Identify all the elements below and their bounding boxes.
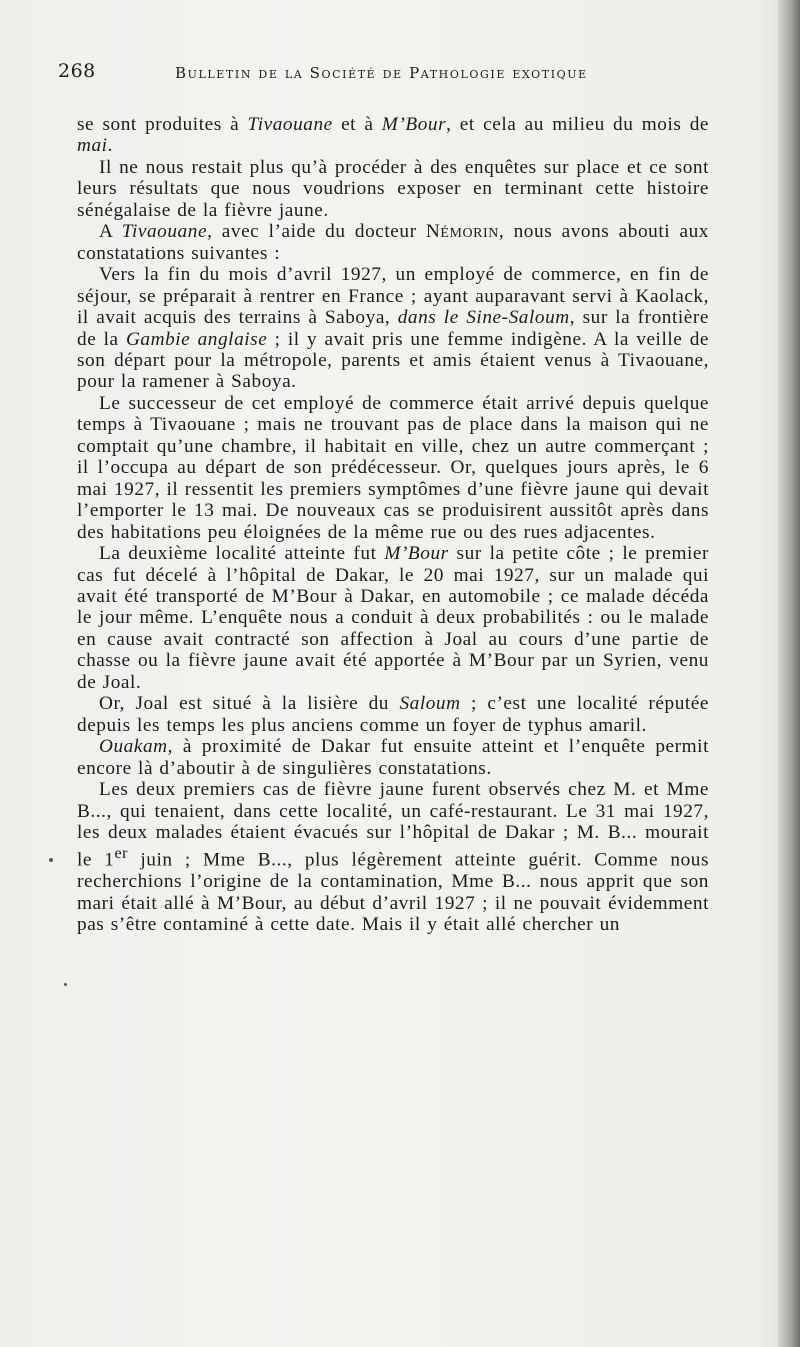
text-run: et à bbox=[332, 114, 382, 135]
place-name: M’Bour bbox=[384, 543, 449, 565]
page-header bbox=[58, 60, 708, 90]
place-name: Ouakam bbox=[99, 736, 168, 758]
text-run: Vers la fin du mois d’avril 1927, un employé de commerce, en fin de séjour, se préparait à rentrer en France ; ayant auparavant servi à Kaolack, il avait acquis des terrains à Saboya, bbox=[77, 264, 709, 329]
page-edge-shadow bbox=[778, 0, 800, 1347]
place-name: Gambie anglaise bbox=[125, 328, 268, 350]
paragraph-6 bbox=[77, 543, 709, 693]
text-run: A bbox=[99, 221, 122, 243]
paragraph-9 bbox=[77, 779, 709, 936]
page-number: 268 bbox=[58, 60, 96, 82]
paragraph-3 bbox=[77, 221, 709, 264]
text-run: Les deux premiers cas de fièvre jaune furent observés chez M. et Mme B..., qui tenaient, dans cette localité, un café-restaurant. Le 31 mai 1927, les deux malades étaient évacués sur l’hôpital de Dakar ; M. B... mourait le 1 bbox=[77, 779, 709, 871]
margin-speck bbox=[64, 983, 67, 986]
paragraph-2 bbox=[77, 157, 709, 221]
text-run: , avec l’aide du docteur bbox=[207, 221, 426, 243]
text-run: Le successeur de cet employé de commerce était arrivé depuis quelque temps à Tivaouane ; mais ne trouvant pas de place dans la maison qui ne comptait qu’une chambre, il habitait en ville, chez un autre commerçant ; il l’occupa au départ de son prédécesseur. Or, quelques jours après, le 6 mai 1927, il ressentit les premiers symptômes d’une fièvre jaune qui devait l’emporter le 13 mai. De nouveaux cas se produisirent aussitôt après dans des habitations peu éloignées de la même rue ou des rues adjacentes. bbox=[77, 392, 709, 543]
text-run: juin ; Mme B..., plus légèrement atteinte guérit. Comme nous recherchions l’origine de la contamination, Mme B... nous apprit que son mari était allé à M’Bour, au début d’avril 1927 ; il ne pouvait évidemment pas s’être contaminé à cette date. Mais il y était allé chercher un bbox=[77, 849, 710, 936]
place-name: Tivaouane bbox=[247, 114, 333, 135]
paragraph-4 bbox=[77, 264, 709, 393]
text-run: Or, Joal est situé à la lisière du bbox=[99, 693, 400, 715]
place-name: Saloum bbox=[399, 693, 461, 715]
text-run: , sur la frontière de la bbox=[77, 307, 709, 350]
body-text bbox=[77, 114, 709, 936]
paragraph-1 bbox=[77, 114, 709, 157]
text-run: , à proximité de Dakar fut ensuite atteint et l’enquête permit encore là d’aboutir à de singulières constatations. bbox=[77, 736, 709, 779]
place-name: M’Bour bbox=[381, 114, 447, 135]
text-run: ; c’est une localité réputée depuis les temps les plus anciens comme un foyer de typhus amaril. bbox=[77, 693, 710, 736]
paragraph-7 bbox=[77, 693, 709, 736]
paragraph-8 bbox=[77, 736, 709, 779]
text-run: , nous avons abouti aux constatations suivantes : bbox=[77, 221, 709, 264]
person-name: Némorin bbox=[425, 221, 499, 243]
text-run: Il ne nous restait plus qu’à procéder à des enquêtes sur place et ce sont leurs résultats que nous voudrions exposer en terminant cette histoire sénégalaise de la fièvre jaune. bbox=[77, 156, 709, 221]
ordinal-superscript: er bbox=[114, 845, 129, 863]
text-run: La deuxième localité atteinte fut bbox=[99, 543, 385, 565]
text-run: , et cela au milieu du mois de bbox=[446, 114, 710, 135]
text-run: . bbox=[107, 135, 113, 157]
place-name: dans le Sine-Saloum bbox=[397, 307, 570, 329]
place-name: Tivaouane bbox=[121, 221, 208, 243]
running-title: Bulletin de la Société de Pathologie exotique bbox=[175, 64, 588, 82]
month-name: mai bbox=[77, 135, 108, 157]
paragraph-5 bbox=[77, 393, 709, 543]
text-run: ; il y avait pris une femme indigène. A la veille de son départ pour la métropole, parents et amis étaient venus à Tivaouane, pour la ramener à Saboya. bbox=[77, 328, 709, 393]
text-run: sur la petite côte ; le premier cas fut décelé à l’hôpital de Dakar, le 20 mai 1927, sur un malade qui avait été transporté de M’Bour à Dakar, en automobile ; ce malade décéda le jour même. L’enquête nous a conduit à deux probabilités : ou le malade en cause avait contracté son affection à Joal au cours d’une partie de chasse ou la fièvre jaune avait été apportée à M’Bour par un Syrien, venu de Joal. bbox=[77, 543, 709, 693]
text-run: se sont produites à bbox=[77, 114, 248, 135]
margin-speck bbox=[49, 858, 53, 862]
